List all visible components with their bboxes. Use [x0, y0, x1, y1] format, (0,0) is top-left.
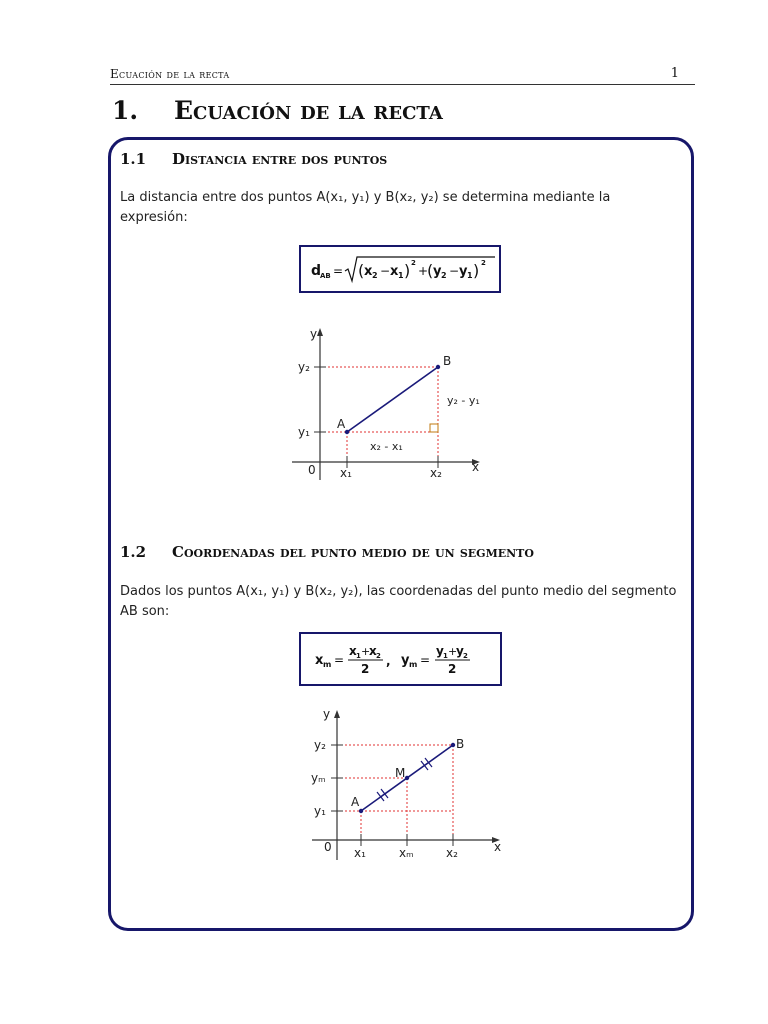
label-xm: xₘ — [399, 846, 414, 860]
section-number: 1.2 — [120, 543, 147, 561]
section-1-1-intro: La distancia entre dos puntos A(x₁, y₁) y B(x₂, y₂) se determina mediante la expresión: — [120, 190, 611, 225]
svg-text:2: 2 — [361, 662, 370, 676]
svg-text:+: + — [418, 264, 429, 278]
label-origin: 0 — [308, 463, 316, 477]
svg-text:−: − — [380, 264, 391, 278]
label-x2: x₂ — [446, 846, 458, 860]
distance-figure — [280, 320, 500, 490]
point-b — [451, 743, 455, 747]
svg-text:y: y — [456, 644, 464, 658]
svg-text:x: x — [369, 644, 377, 658]
chapter-number: 1. — [112, 96, 139, 125]
label-y-axis: y — [323, 707, 331, 721]
svg-text:x: x — [349, 644, 357, 658]
svg-text:=: = — [334, 653, 345, 667]
label-dx: x₂ - x₁ — [370, 440, 403, 453]
svg-text:2: 2 — [441, 271, 447, 280]
point-a — [359, 809, 363, 813]
svg-text:+: + — [448, 645, 458, 658]
svg-text:x: x — [390, 264, 399, 279]
section-1-2-heading — [120, 543, 534, 561]
point-m — [405, 776, 409, 780]
running-header — [110, 66, 695, 85]
svg-text:m: m — [409, 660, 418, 669]
svg-text:1: 1 — [467, 271, 473, 280]
svg-text:=: = — [420, 653, 431, 667]
svg-text:d: d — [311, 263, 322, 279]
svg-text:y: y — [401, 653, 410, 668]
label-y2: y₂ — [314, 738, 326, 752]
label-y1: y₁ — [314, 804, 326, 818]
y-axis-arrow — [334, 710, 340, 718]
label-x1: x₁ — [354, 846, 366, 860]
label-a: A — [337, 417, 346, 431]
svg-text:2: 2 — [481, 259, 486, 267]
svg-text:(: ( — [358, 261, 365, 280]
distance-formula — [301, 247, 499, 291]
svg-text:2: 2 — [372, 271, 378, 280]
svg-text:1: 1 — [398, 271, 404, 280]
svg-text:=: = — [333, 264, 344, 278]
svg-text:+: + — [361, 645, 371, 658]
midpoint-formula — [301, 634, 500, 684]
svg-text:AB: AB — [320, 272, 331, 280]
distance-formula-box — [299, 245, 501, 293]
label-y-axis: y — [310, 327, 318, 341]
svg-text:2: 2 — [448, 662, 457, 676]
chapter-heading — [112, 96, 443, 125]
label-x1: x₁ — [340, 466, 352, 480]
svg-text:m: m — [323, 660, 332, 669]
svg-text:2: 2 — [411, 259, 416, 267]
running-header-title: Ecuación de la recta — [110, 67, 230, 81]
label-x-axis: x — [472, 460, 480, 474]
svg-text:): ) — [404, 261, 411, 280]
section-1-2-intro: Dados los puntos A(x₁, y₁) y B(x₂, y₂), las coordenadas del punto medio del segmento AB son: — [120, 584, 677, 619]
label-m: M — [395, 766, 406, 780]
section-number: 1.1 — [120, 150, 147, 168]
midpoint-figure — [300, 700, 515, 870]
svg-text:1: 1 — [443, 652, 448, 660]
svg-text:−: − — [449, 264, 460, 278]
svg-text:,: , — [386, 654, 391, 668]
label-y2: y₂ — [298, 360, 310, 374]
svg-text:y: y — [433, 264, 442, 279]
svg-text:): ) — [473, 261, 480, 280]
svg-text:1: 1 — [356, 652, 361, 660]
y-axis-arrow — [317, 328, 323, 336]
svg-text:2: 2 — [376, 652, 381, 660]
point-b — [436, 365, 440, 369]
section-1-1-heading — [120, 150, 387, 168]
label-y1: y₁ — [298, 425, 310, 439]
label-ym: yₘ — [311, 771, 326, 785]
svg-text:y: y — [436, 644, 444, 658]
midpoint-formula-box — [299, 632, 502, 686]
chapter-title: Ecuación de la recta — [174, 96, 443, 125]
svg-text:x: x — [315, 653, 324, 668]
right-angle-mark — [430, 424, 438, 432]
label-x2: x₂ — [430, 466, 442, 480]
svg-text:x: x — [364, 264, 373, 279]
svg-text:y: y — [459, 264, 468, 279]
svg-text:2: 2 — [463, 652, 468, 660]
section-title: Distancia entre dos puntos — [172, 150, 388, 168]
page-number: 1 — [670, 66, 679, 81]
label-origin: 0 — [324, 840, 332, 854]
svg-text:(: ( — [427, 261, 434, 280]
label-b: B — [456, 737, 465, 751]
label-dy: y₂ - y₁ — [447, 394, 480, 407]
label-x-axis: x — [494, 840, 502, 854]
point-a — [345, 430, 349, 434]
section-title: Coordenadas del punto medio de un segmento — [172, 543, 534, 561]
segment-ab — [347, 367, 438, 432]
label-b: B — [443, 354, 452, 368]
label-a: A — [351, 795, 360, 809]
